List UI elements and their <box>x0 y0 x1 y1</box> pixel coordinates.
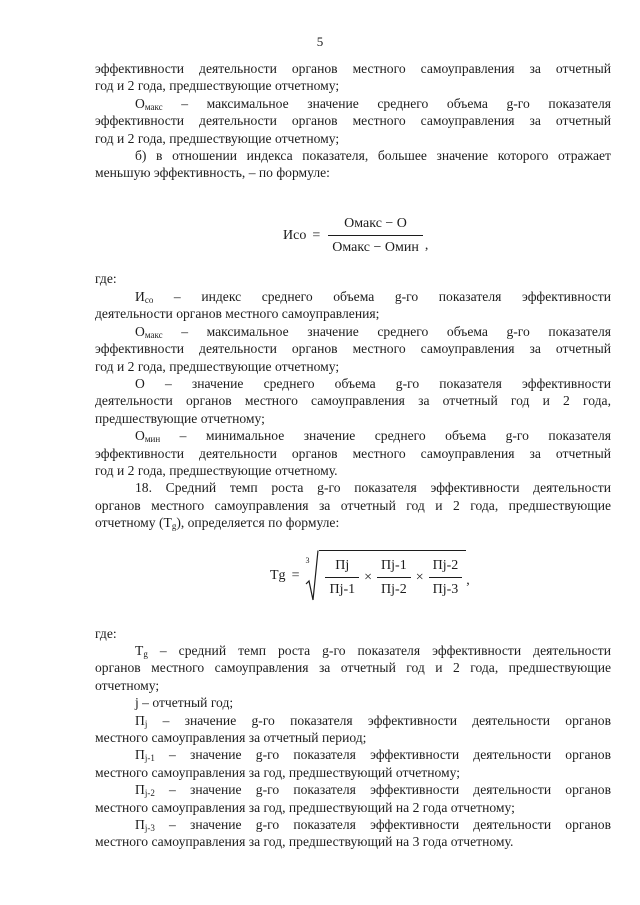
root-index: 3 <box>305 556 310 565</box>
symbol-subscript: j-3 <box>144 823 155 834</box>
symbol-subscript: макс <box>144 101 163 112</box>
fraction-numerator: Пj <box>335 557 350 573</box>
symbol-subscript: мин <box>144 434 161 445</box>
definition-ico <box>95 288 611 305</box>
radicand <box>319 550 466 602</box>
text-line: деятельности органов местного самоуправления за отчетный год и 2 года, <box>95 393 611 409</box>
symbol: П <box>135 747 145 763</box>
text-line: эффективности деятельности органов местного самоуправления за отчетный <box>95 61 611 76</box>
formula-comma: , <box>466 573 470 589</box>
definitions-block-2 <box>95 642 611 851</box>
definition-pj2 <box>95 781 611 798</box>
text-line: эффективности деятельности органов местного самоуправления за отчетный <box>95 113 611 129</box>
definition-omin <box>95 427 611 444</box>
symbol: О <box>135 323 145 339</box>
formula-lhs: Исо <box>283 228 307 244</box>
definition-text: – значение среднего объема g-го показателя эффективности <box>144 376 611 392</box>
formula-comma: , <box>424 238 429 254</box>
text-line: б) в отношении индекса показателя, большее значение которого отражает <box>135 148 611 164</box>
fraction <box>377 557 411 599</box>
fraction-denominator: Омакс − Омин <box>328 235 423 256</box>
definition-text: – значение g-го показателя эффективности деятельности органов <box>154 782 611 798</box>
cube-root <box>305 550 466 602</box>
definition-pj3 <box>95 816 611 833</box>
text-fragment: ), определяется по формуле: <box>176 515 340 531</box>
definition-text: – значение g-го показателя эффективности деятельности органов <box>154 817 611 833</box>
definition-tg <box>95 642 611 659</box>
symbol: T <box>135 643 144 658</box>
formula-index-avg-volume <box>283 215 428 257</box>
symbol: О <box>135 95 145 111</box>
symbol: И <box>135 289 145 304</box>
symbol-subscript: j-1 <box>144 753 155 764</box>
text-line: предшествующие отчетному; <box>95 410 265 426</box>
text-line: год и 2 года, предшествующие отчетному. <box>95 463 338 479</box>
definition-pj1 <box>95 746 611 763</box>
top-paragraph <box>95 60 611 182</box>
fraction <box>429 557 463 599</box>
definition-text: – максимальное значение среднего объема g-го показателя <box>162 323 611 339</box>
symbol-subscript: со <box>144 295 154 305</box>
symbol-subscript: j <box>144 718 148 729</box>
where-label: где: <box>95 626 117 641</box>
symbol-subscript: j-2 <box>144 788 155 799</box>
text-line: эффективности деятельности органов местного самоуправления за отчетный <box>95 341 611 357</box>
fraction-numerator: Пj-2 <box>432 557 459 573</box>
text-line: год и 2 года, предшествующие отчетному; <box>95 78 340 94</box>
definition-text: – индекс среднего объема g-го показателя эффективности <box>153 289 611 304</box>
formula-growth-rate <box>270 550 470 602</box>
fraction-denominator: Пj-1 <box>325 577 359 598</box>
formula-lhs: Tg <box>270 568 286 584</box>
equals-sign: = <box>312 228 321 244</box>
symbol: П <box>135 782 145 798</box>
definition-text: – максимальное значение среднего объема g-го показателя <box>162 95 611 111</box>
fraction <box>328 215 423 257</box>
definition-pj <box>95 712 611 729</box>
text-line: органов местного самоуправления за отчетный год и 2 года, предшествующие <box>95 660 611 676</box>
definition-text: – значение g-го показателя эффективности деятельности органов <box>147 712 611 728</box>
definition-text: – значение g-го показателя эффективности деятельности органов <box>154 747 611 763</box>
text-line: местного самоуправления за год, предшествующий на 2 года отчетному; <box>95 799 515 815</box>
definition-text: – минимальное значение среднего объема g-го показателя <box>160 428 611 444</box>
symbol: О <box>135 428 145 444</box>
text-line: местного самоуправления за год, предшествующий на 3 года отчетному. <box>95 834 514 850</box>
symbol: О <box>135 376 145 392</box>
definition-o <box>95 375 611 392</box>
fraction-numerator: Пj-1 <box>381 557 407 573</box>
text-line: год и 2 года, предшествующие отчетному; <box>95 358 340 374</box>
text-line: год и 2 года, предшествующие отчетному; <box>95 130 340 146</box>
fraction-denominator: Пj-3 <box>429 577 463 598</box>
symbol-subscript: макс <box>144 329 163 340</box>
symbol-subscript: g <box>171 521 177 532</box>
symbol: П <box>135 712 145 728</box>
fraction <box>325 557 359 599</box>
fraction-numerator: Омакс − О <box>344 216 407 231</box>
definition-omax <box>95 95 611 112</box>
item-18: 18. Средний темп роста g-го показателя эффективности деятельности <box>135 480 611 496</box>
text-line: меньшую эффективность, – по формуле: <box>95 165 330 181</box>
text-line: деятельности органов местного самоуправления; <box>95 306 380 322</box>
symbol: П <box>135 817 145 833</box>
text-line: органов местного самоуправления за отчетный год и 2 года, предшествующие <box>95 497 611 513</box>
symbol-subscript: g <box>143 649 148 659</box>
text-line: местного самоуправления за отчетный период; <box>95 730 367 746</box>
page-number: 5 <box>316 34 324 49</box>
text-line: отчетному; <box>95 677 160 693</box>
where-label: где: <box>95 271 117 286</box>
text-line: эффективности деятельности органов местного самоуправления за отчетный <box>95 445 611 461</box>
text-fragment: отчетному (T <box>95 515 172 531</box>
text-line <box>95 514 611 531</box>
equals-sign: = <box>291 568 300 584</box>
text-line: местного самоуправления за год, предшествующий отчетному; <box>95 764 461 780</box>
definition-omax <box>95 323 611 340</box>
multiply-sign: × <box>364 569 373 585</box>
definition-j: j – отчетный год; <box>135 695 234 711</box>
definition-text: – средний темп роста g-го показателя эффективности деятельности <box>147 643 611 658</box>
multiply-sign: × <box>415 569 424 585</box>
fraction-denominator: Пj-2 <box>377 577 411 598</box>
definitions-block-1 <box>95 288 611 532</box>
